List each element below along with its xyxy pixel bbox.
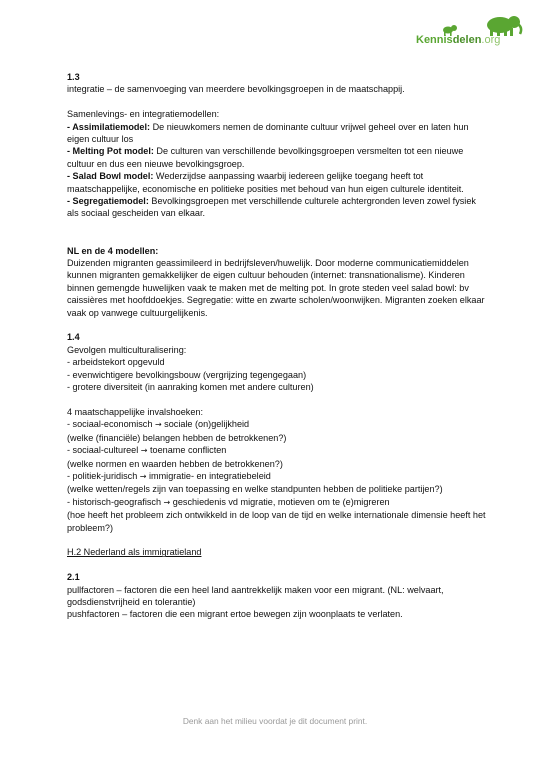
logo-wordmark: Kennisdelen.org <box>416 34 501 46</box>
invalshoek-2-question: (welke normen en waarden hebben de betrokkenen?) <box>67 458 283 469</box>
nl-heading: NL en de 4 modellen: <box>67 245 159 256</box>
list-item: - grotere diversiteit (in aanraking komen met andere culturen) <box>67 382 314 393</box>
pushfactoren-definition: pushfactoren – factoren die een migrant ertoe bewegen zijn woonplaats te verlaten. <box>67 609 403 620</box>
invalshoek-4-question: (hoe heeft het probleem zich ontwikkeld in de loop van de tijd en welke internationale dimensie heeft het probleem?) <box>67 510 486 533</box>
model-segregatie: - Segregatiemodel: Bevolkingsgroepen met verschillende culturele achtergronden leven zowel fysiek als sociaal gescheiden van elkaar. <box>67 196 476 219</box>
invalshoek-3: - politiek-juridisch → immigratie- en integratiebeleid <box>67 470 271 481</box>
invalshoek-4: - historisch-geografisch → geschiedenis vd migratie, motieven om te (e)migreren <box>67 496 390 507</box>
invalshoek-3-question: (welke wetten/regels zijn van toepassing en welke standpunten hebben de politieke partijen?) <box>67 484 443 495</box>
model-salad-bowl: - Salad Bowl model: Wederzijdse aanpassing waarbij iedereen gelijke toegang heeft tot maatschappelijke, economische en politieke posities met behoud van hun eigen culturele identiteit. <box>67 171 464 194</box>
nl-paragraph: Duizenden migranten geassimileerd in bedrijfsleven/huwelijk. Door moderne communicatiemiddelen kunnen migranten gemakkelijker de eigen cultuur behouden (internet: transnationalisme). Kinderen binnen gemengde huwelijken vaak te maken met de melting pot. In grote steden veel salad bowl: bv caissières met hoofddoekjes. Segregatie: witte en zwarte scholen/woonwijken. Migranten zoeken elkaar vaak op vanwege cultuurgelijkenis. <box>67 258 485 318</box>
section-number: 1.4 <box>67 332 80 343</box>
gevolgen-heading: Gevolgen multiculturalisering: <box>67 344 187 355</box>
section-number: 2.1 <box>67 572 80 583</box>
models-heading: Samenlevings- en integratiemodellen: <box>67 109 220 120</box>
invalshoek-1: - sociaal-economisch → sociale (on)gelijkheid <box>67 419 250 430</box>
invalshoek-1-question: (welke (financiële) belangen hebben de betrokkenen?) <box>67 432 287 443</box>
model-melting-pot: - Melting Pot model: De culturen van verschillende bevolkingsgroepen versmelten tot een nieuwe cultuur en dus een nieuwe bevolkingsgroep. <box>67 146 464 169</box>
chapter-heading: H.2 Nederland als immigratieland <box>67 547 202 558</box>
model-assimilatie: - Assimilatiemodel: De nieuwkomers nemen de dominante cultuur vrijwel geheel over en laten hun eigen cultuur los <box>67 121 469 145</box>
arrow-right-icon: → <box>154 420 162 430</box>
arrow-right-icon: → <box>139 471 147 481</box>
invalshoeken-heading: 4 maatschappelijke invalshoeken: <box>67 406 203 417</box>
site-logo <box>416 12 528 52</box>
pullfactoren-definition: pullfactoren – factoren die een heel land aantrekkelijk maken voor een migrant. (NL: welvaart, godsdienstvrijheid en tolerantie) <box>67 584 444 607</box>
list-item: - arbeidstekort opgevuld <box>67 357 165 368</box>
arrow-right-icon: → <box>140 446 148 456</box>
arrow-right-icon: → <box>163 497 171 507</box>
footer-note: Denk aan het milieu voordat je dit document print. <box>182 716 368 726</box>
definition-integratie: integratie – de samenvoeging van meerdere bevolkingsgroepen in de maatschappij. <box>67 84 405 95</box>
invalshoek-2: - sociaal-cultureel → toename conflicten <box>67 445 227 456</box>
elephant-icon <box>428 14 528 36</box>
section-number: 1.3 <box>67 72 80 82</box>
document-body <box>67 71 487 621</box>
list-item: - evenwichtigere bevolkingsbouw (vergrijzing tegengegaan) <box>67 369 307 380</box>
